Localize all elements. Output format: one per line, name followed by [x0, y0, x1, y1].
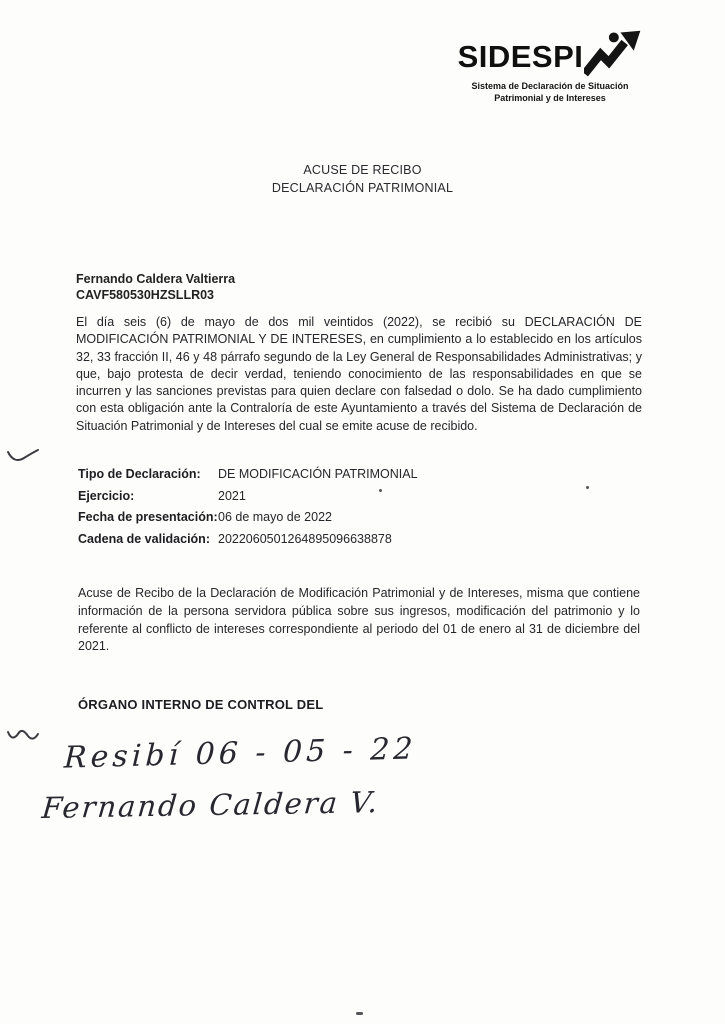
field-value-fecha: 06 de mayo de 2022	[218, 510, 332, 524]
sidespi-logo-top	[425, 34, 675, 80]
declarant-block	[76, 271, 235, 304]
body-paragraph-1: El día seis (6) de mayo de dos mil veintidos (2022), se recibió su DECLARACIÓN DE MODIFICACIÓN PATRIMONIAL Y DE INTERESES, en cumplimiento a lo establecido en los artículos 32, 33 fracción II, 46 y 48 párrafo segundo de la Ley General de Responsabilidades Administrativas; y que, bajo protesta de decir verdad, teniendo conocimiento de las responsabilidades en que se incurren y las sanciones previstas para quien declare con falsedad o dolo. Se ha dado cumplimiento con esta obligación ante la Contraloría de este Ayuntamiento a través del Sistema de Declaración de Situación Patrimonial y de Intereses del cual se emite acuse de recibido.	[76, 315, 642, 433]
document-title	[0, 161, 725, 197]
sidespi-logo-subtitle	[425, 81, 675, 104]
sidespi-logo-subtitle-line1: Sistema de Declaración de Situación	[471, 81, 629, 91]
sidespi-logo-arrow-icon	[584, 28, 642, 80]
field-label-ejercicio: Ejercicio:	[78, 488, 135, 503]
field-value-tipo: DE MODIFICACIÓN PATRIMONIAL	[218, 467, 418, 481]
field-label-tipo: Tipo de Declaración:	[78, 467, 201, 481]
pen-mark-icon	[6, 446, 40, 466]
document-title-line2: DECLARACIÓN PATRIMONIAL	[271, 181, 454, 196]
scan-speck	[379, 489, 382, 492]
field-row-tipo	[78, 467, 638, 482]
scan-speck	[356, 1012, 363, 1015]
declarant-name: Fernando Caldera Valtierra	[76, 272, 236, 286]
field-value-ejercicio: 2021	[218, 488, 246, 503]
sidespi-logo	[425, 34, 675, 104]
handwritten-signature: Fernando Caldera V.	[40, 785, 381, 825]
declaration-fields	[78, 467, 638, 553]
field-row-ejercicio	[78, 489, 638, 504]
scan-speck	[586, 486, 589, 489]
field-row-cadena	[78, 532, 638, 547]
field-label-cadena: Cadena de validación:	[78, 531, 210, 546]
field-row-fecha	[78, 510, 638, 525]
sidespi-logo-title: SIDESPI	[457, 39, 584, 74]
field-value-cadena: 2022060501264895096638878	[218, 531, 392, 546]
declarant-curp: CAVF580530HZSLLR03	[76, 288, 215, 303]
organ-heading: ÓRGANO INTERNO DE CONTROL DEL	[78, 697, 324, 712]
pen-squiggle-icon	[6, 724, 40, 746]
body-paragraph-2: Acuse de Recibo de la Declaración de Modificación Patrimonial y de Intereses, misma que contiene información de la persona servidora pública sobre sus ingresos, modificación del patrimonio y lo referente al conflicto de intereses correspondiente al periodo del 01 de enero al 31 de diciembre del 2021.	[78, 586, 640, 654]
document-title-line1: ACUSE DE RECIBO	[303, 163, 422, 177]
handwritten-receipt-note: Resibí 06 - 05 - 22	[63, 731, 418, 776]
sidespi-logo-subtitle-line2: Patrimonial y de Intereses	[494, 92, 606, 103]
field-label-fecha: Fecha de presentación:	[78, 510, 218, 524]
